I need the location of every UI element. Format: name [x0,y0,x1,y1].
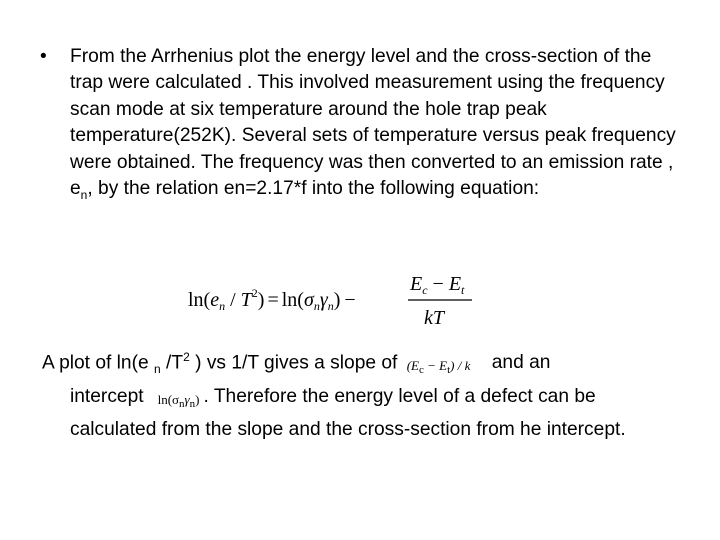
eq-rhs-sigma: σ [303,289,314,311]
intercept-n2: n [189,397,196,410]
eq-num-Et: E [448,273,462,295]
slope-mid: − E [423,358,448,374]
svg-text:ln(en / T2)=ln(σnγn)− [188,286,356,313]
eq-lhs-n: n [219,299,226,313]
eq-lhs-slash: / [225,289,241,311]
eq-lhs-exp: 2 [251,286,258,300]
slope-c: c [419,364,424,377]
slope-formula [407,353,471,383]
para2-sub-n: n [154,362,161,377]
para2-mid: /T [160,352,184,374]
slope-t: t [447,364,451,377]
bullet-paragraph [40,44,680,208]
eq-lhs-T: T [240,289,252,311]
bullet-text [70,44,680,208]
eq-numerator [409,273,465,297]
para2-and-an: and an [491,352,551,374]
intercept-n1: n [179,397,185,410]
intercept-gamma: γ [184,391,190,407]
eq-minus: − [344,289,356,311]
para2-conclusion: . Therefore the energy level of a defect can be calculated from the slope and the cross-section from he intercept. [70,385,626,441]
para2-start: A plot of ln(e [42,352,154,374]
eq-rhs-gamma-sub: n [327,299,334,313]
intercept-close: ) [195,391,200,407]
emission-subscript: n [80,187,88,202]
plot-paragraph [42,344,682,444]
eq-denominator: kT [424,307,444,329]
bullet-marker: • [40,46,47,67]
eq-num-Ec: E [410,273,423,295]
eq-num-c: c [422,283,428,297]
para2-indented [42,384,682,444]
para2-intercept-label: intercept [70,385,144,407]
bullet-text-main: From the Arrhenius plot the energy level and the cross-section of the trap were calculated . This involved measurement using the frequency scan mode at six temperature around the hole trap peak temperature(252K). Several sets of temperature versus peak frequency were obtained. The frequency was then converted to an emission rate , e [70,46,676,200]
eq-rhs-ln: ln( [281,289,304,311]
eq-lhs-e: e [210,289,220,311]
para2-slope-text: ) vs 1/T gives a slope of [189,352,398,374]
equation-graphic [188,268,488,330]
intercept-open: ln(σ [157,391,180,407]
eq-num-minus: − [427,273,449,295]
slope-open: (E [406,358,419,374]
slope-end: ) / k [450,358,471,374]
intercept-formula [158,387,200,417]
bullet-text-tail: , by the relation en=2.17*f into the following equation: [87,178,540,200]
eq-rhs-sigma-sub: n [313,299,320,313]
arrhenius-equation [188,268,488,330]
eq-equals: = [267,289,279,311]
eq-num-t: t [461,283,465,297]
eq-rhs-close: ) [333,289,341,311]
eq-lhs-close: ) [257,289,265,311]
eq-lhs-ln: ln( [188,289,211,311]
eq-rhs-gamma: γ [319,289,328,311]
para2-sup-2: 2 [183,350,190,364]
